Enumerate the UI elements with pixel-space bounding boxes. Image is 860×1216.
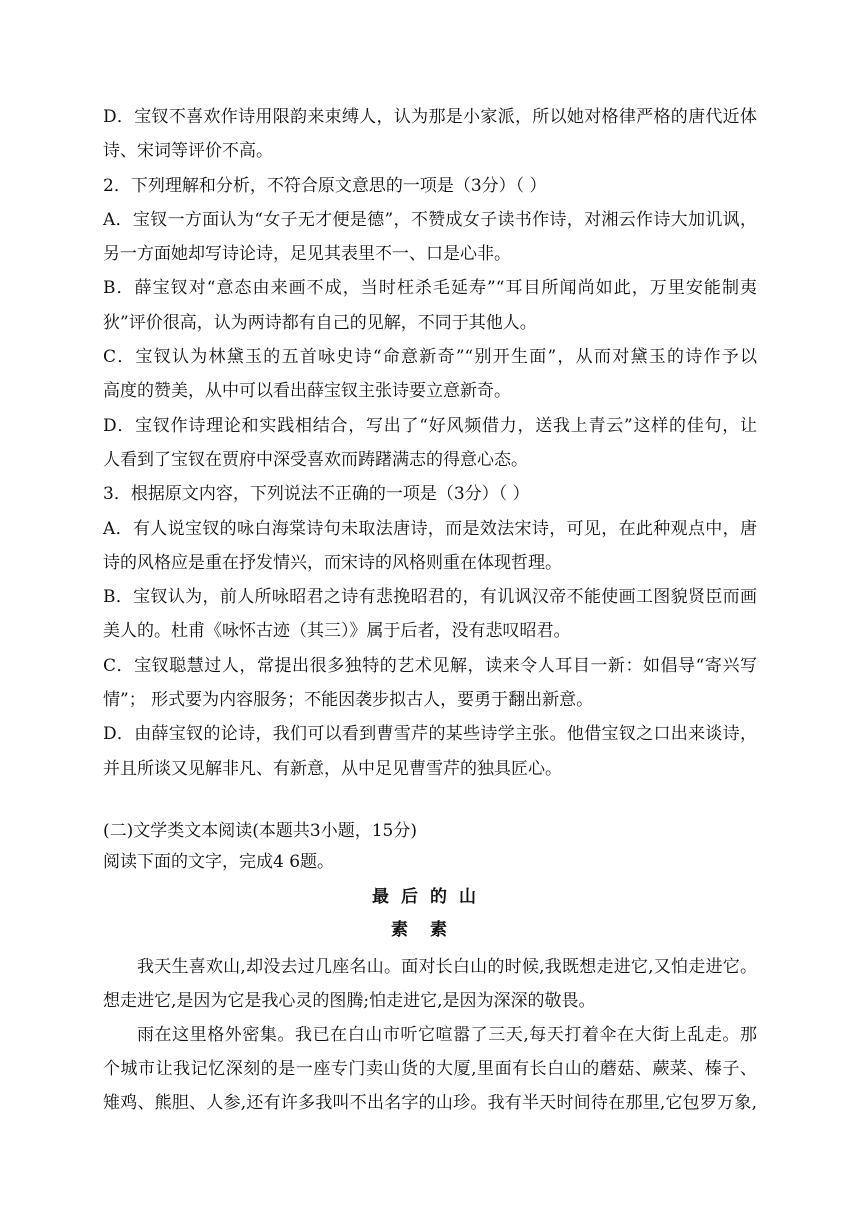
question-line: 诗的风格应是重在抒发情兴，而宋诗的风格则重在体现哲理。	[103, 552, 562, 573]
article-title: 最后的山	[372, 887, 488, 907]
question-line: 情”； 形式要为内容服务；不能因袭步拟古人，要勇于翻出新意。	[103, 690, 594, 711]
article-line: 想走进它,是因为它是我心灵的图腾;怕走进它,是因为深深的敬畏。	[103, 991, 596, 1011]
question-line: 诗、宋词等评价不高。	[103, 141, 273, 162]
question-line: C．宝钗认为林黛玉的五首咏史诗“命意新奇”“别开生面”，从而对黛玉的诗作予以	[103, 347, 757, 368]
question-line: 人看到了宝钗在贾府中深受喜欢而踌躇满志的得意心态。	[103, 449, 528, 470]
question-line: D．宝钗不喜欢作诗用限韵来束缚人，认为那是小家派，所以她对格律严格的唐代近体	[103, 107, 757, 127]
question-line: 高度的赞美，从中可以看出薛宝钗主张诗要立意新奇。	[103, 381, 511, 402]
question-line: 并且所谈又见解非凡、有新意，从中足见曹雪芹的独具匠心。	[103, 758, 562, 779]
section-instruction: 阅读下面的文字，完成4 6题。	[103, 852, 335, 872]
section-heading: (二)文学类文本阅读(本题共3小题，15分)	[103, 821, 417, 841]
question-line: 3．根据原文内容，下列说法不正确的一项是（3分）（ ）	[103, 484, 530, 505]
article-line: 个城市让我记忆深刻的是一座专门卖山货的大厦,里面有长白山的蘑菇、蕨菜、榛子、	[103, 1059, 757, 1079]
question-line: D．宝钗作诗理论和实践相结合，写出了“好风频借力，送我上青云”这样的佳句，让	[103, 415, 757, 436]
article-line: 我天生喜欢山,却没去过几座名山。面对长白山的时候,我既想走进它,又怕走进它。	[137, 957, 757, 977]
question-line: C．宝钗聪慧过人，常提出很多独特的艺术见解，读来令人耳目一新：如倡导“寄兴写	[103, 655, 757, 676]
question-line: D．由薛宝钗的论诗，我们可以看到曹雪芹的某些诗学主张。他借宝钗之口出来谈诗，	[103, 724, 757, 745]
question-line: B．薛宝钗对“意态由来画不成，当时枉杀毛延寿”“耳目所闻尚如此，万里安能制夷	[103, 278, 757, 299]
question-line: A．宝钗一方面认为“女子无才便是德”，不赞成女子读书作诗，对湘云作诗大加讥讽，	[103, 209, 757, 230]
question-line: B．宝钗认为，前人所咏昭君之诗有悲挽昭君的，有讥讽汉帝不能使画工图貌贤臣而画	[103, 587, 757, 608]
question-block	[103, 100, 757, 786]
question-line: 2．下列理解和分析，不符合原文意思的一项是（3分）（ ）	[103, 175, 547, 196]
question-line: A．有人说宝钗的咏白海棠诗句未取法唐诗，而是效法宋诗，可见，在此种观点中，唐	[103, 518, 757, 539]
article-line: 雉鸡、熊胆、人参,还有许多我叫不出名字的山珍。我有半天时间待在那里,它包罗万象,	[103, 1093, 757, 1113]
question-line: 另一方面她却写诗论诗，足见其表里不一、口是心非。	[103, 244, 511, 265]
article-author: 素素	[391, 920, 469, 940]
article-line: 雨在这里格外密集。我已在白山市听它喧嚣了三天,每天打着伞在大街上乱走。那	[137, 1025, 757, 1045]
question-line: 美人的。杜甫《咏怀古迹（其三）》属于后者，没有悲叹昭君。	[103, 621, 571, 642]
question-line: 狄”评价很高，认为两诗都有自己的见解，不同于其他人。	[103, 312, 537, 333]
article-body	[103, 950, 757, 1120]
